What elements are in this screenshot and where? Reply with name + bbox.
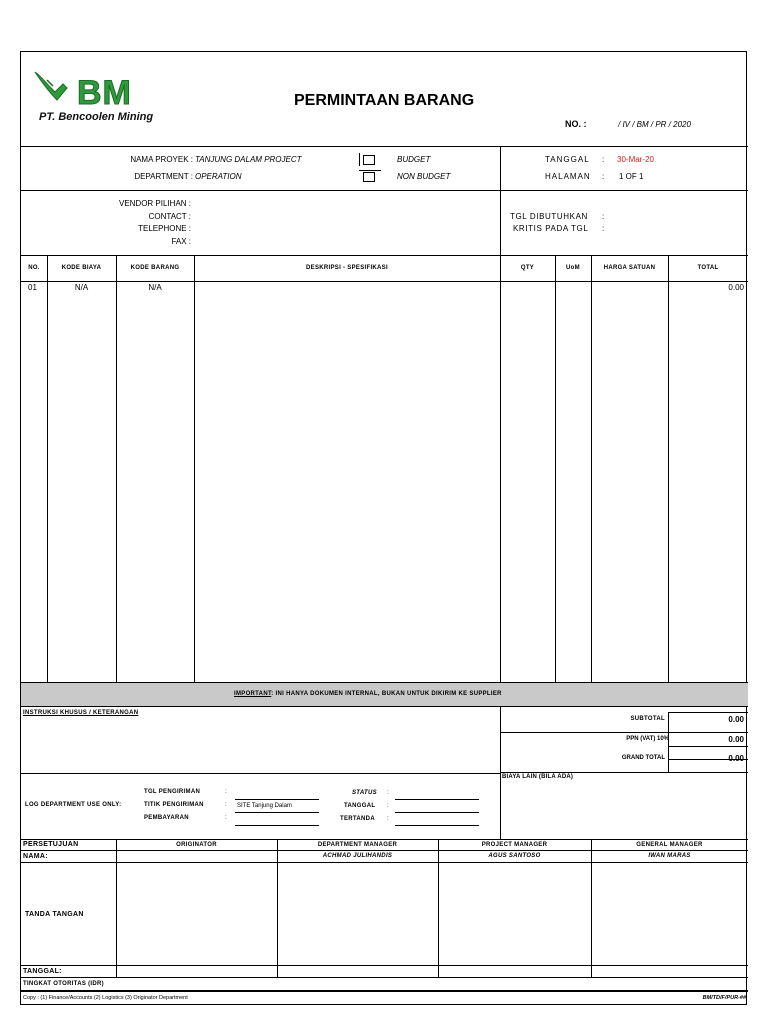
tanggal-log-line[interactable] [395, 812, 479, 813]
grand-total-value: 0.00 [728, 754, 744, 763]
vendor-pilihan-label: VENDOR PILIHAN : [118, 199, 191, 208]
company-logo [33, 70, 183, 130]
tanggal-log-label: TANGGAL [344, 803, 376, 809]
tingkat-otoritas-label: TINGKAT OTORITAS (IDR) [23, 981, 104, 987]
role-general-manager: GENERAL MANAGER [636, 842, 703, 848]
form-title: PERMINTAAN BARANG [294, 92, 475, 109]
row-total: 0.00 [728, 283, 744, 292]
logo-text: BM [77, 74, 132, 112]
ppn-value: 0.00 [728, 735, 744, 744]
col-header-kode-barang: KODE BARANG [130, 265, 180, 271]
persetujuan-label: PERSETUJUAN [23, 841, 79, 848]
doc-no-value: / IV / BM / PR / 2020 [618, 120, 691, 129]
department-label: DEPARTMENT : [134, 172, 193, 181]
tgl-pengiriman-line[interactable] [235, 799, 319, 800]
form-code: BM/TD/F/PUR-## [702, 995, 746, 1001]
non-budget-checkbox[interactable] [363, 172, 375, 182]
col-header-kode-biaya: KODE BIAYA [61, 265, 102, 271]
log-department-label: LOG DEPARTMENT USE ONLY: [25, 802, 122, 808]
tertanda-line[interactable] [395, 825, 479, 826]
status-line[interactable] [395, 799, 479, 800]
halaman-value: 1 OF 1 [619, 172, 644, 181]
ppn-label: PPN (VAT) 10% [626, 736, 669, 742]
important-note: IMPORTANT: INI HANYA DOKUMEN INTERNAL, BUKAN UNTUK DIKIRIM KE SUPPLIER [234, 691, 502, 697]
col-header-total: TOTAL [697, 265, 719, 271]
col-header-uom: UoM [566, 265, 580, 271]
purchase-request-form: BM PT. Bencoolen Mining PERMINTAAN BARANG NO. : / IV / BM / PR / 2020 NAMA PROYEK : TANJUNG DALAM PROJECT DEPARTMENT : OPERATION BUDGET NON BUDGET TANGGAL : 30-Mar-20 HALAMAN : 1 OF 1 VENDOR PILIHAN : CONTACT : TELEPHONE : FAX : TGL DIBUTUHKAN : KRITIS PADA TGL : NO. KODE BIAYA KODE BARANG DESKRIPSI - SPESIFIKASI QTY UoM HARGA SATUAN TOTAL 01 N/A N/A 0.00 IMPORTANT: INI HANYA DOKUMEN INTERNAL, BUKAN UNTUK DIKIRIM KE SUPPLIER INSTRUKSI KHUSUS / KETERANGAN SUBTOTAL 0.00 PPN (VAT) 10% 0.00 GRAND TOTAL 0.00 BIAYA LAIN (BILA ADA) LOG DEPARTMENT USE ONLY: TGL PENGIRIMAN TITIK PENGIRIMAN PEMBAYARAN : : : SITE Tanjung Dalam STATUS TANGGAL TERTANDA : : : PERSETUJUAN ORIGINATOR DEPARTMENT MANAGER PROJECT MANAGER GENERAL MANAGER NAMA: ACHMAD JULIHANDIS AGUS SANTOSO IWAN MARAS TANDA TANGAN TANGGAL: TINGKAT OTORITAS (IDR) Copy : (1) Finance/Accounts (2) Logistics (3) Originator Department BM/TD/F/PUR-## [20, 51, 747, 1005]
copy-distribution: Copy : (1) Finance/Accounts (2) Logistics (3) Originator Department [23, 995, 188, 1001]
role-originator: ORIGINATOR [176, 842, 217, 848]
signature-department-manager[interactable] [278, 863, 438, 965]
pembayaran-line[interactable] [235, 825, 319, 826]
tanggal-value: 30-Mar-20 [617, 155, 654, 164]
col-header-qty: QTY [520, 265, 535, 271]
non-budget-label: NON BUDGET [397, 172, 451, 181]
signature-general-manager[interactable] [592, 863, 748, 965]
leaf-logo-icon [33, 70, 81, 110]
telephone-label: TELEPHONE : [138, 224, 191, 233]
halaman-label: HALAMAN [545, 172, 591, 181]
name-department-manager: ACHMAD JULIHANDIS [322, 853, 393, 859]
tanggal-label: TANGGAL [545, 155, 590, 164]
grand-total-label: GRAND TOTAL [621, 755, 665, 761]
tertanda-label: TERTANDA [340, 816, 375, 822]
name-general-manager: IWAN MARAS [648, 853, 691, 859]
subtotal-label: SUBTOTAL [630, 716, 665, 722]
fax-label: FAX : [171, 237, 191, 246]
tgl-dibutuhkan-label: TGL DIBUTUHKAN [510, 212, 588, 221]
budget-checkbox[interactable] [363, 155, 375, 165]
status-label: STATUS [352, 790, 377, 796]
subtotal-value: 0.00 [728, 715, 744, 724]
col-header-harga-satuan: HARGA SATUAN [603, 265, 656, 271]
titik-pengiriman-line[interactable] [235, 812, 319, 813]
tanggal-approval-label: TANGGAL: [23, 968, 62, 975]
col-header-deskripsi: DESKRIPSI - SPESIFIKASI [306, 265, 388, 271]
contact-label: CONTACT : [148, 212, 191, 221]
role-project-manager: PROJECT MANAGER [481, 842, 548, 848]
row-kode-barang: N/A [148, 283, 162, 292]
company-name: PT. Bencoolen Mining [39, 111, 154, 123]
signature-project-manager[interactable] [439, 863, 591, 965]
role-department-manager: DEPARTMENT MANAGER [317, 842, 398, 848]
titik-pengiriman-label: TITIK PENGIRIMAN [144, 802, 204, 808]
department-value: OPERATION [195, 172, 242, 181]
pembayaran-label: PEMBAYARAN [144, 815, 189, 821]
kritis-label: KRITIS PADA TGL [513, 224, 589, 233]
nama-proyek-label: NAMA PROYEK : [130, 155, 193, 164]
col-header-no: NO. [28, 265, 40, 271]
budget-label: BUDGET [397, 155, 431, 164]
tgl-pengiriman-label: TGL PENGIRIMAN [144, 789, 201, 795]
signature-originator[interactable] [117, 863, 277, 965]
doc-no-label: NO. : [565, 119, 587, 129]
biaya-lain-label: BIAYA LAIN (BILA ADA) [502, 774, 574, 780]
titik-pengiriman-value: SITE Tanjung Dalam [237, 803, 292, 809]
tanda-tangan-label: TANDA TANGAN [25, 911, 84, 918]
instruksi-label: INSTRUKSI KHUSUS / KETERANGAN [23, 710, 139, 716]
name-project-manager: AGUS SANTOSO [488, 853, 541, 859]
nama-proyek-value: TANJUNG DALAM PROJECT [195, 155, 302, 164]
row-no: 01 [28, 283, 37, 292]
row-kode-biaya: N/A [74, 283, 89, 292]
nama-label: NAMA: [23, 853, 48, 860]
